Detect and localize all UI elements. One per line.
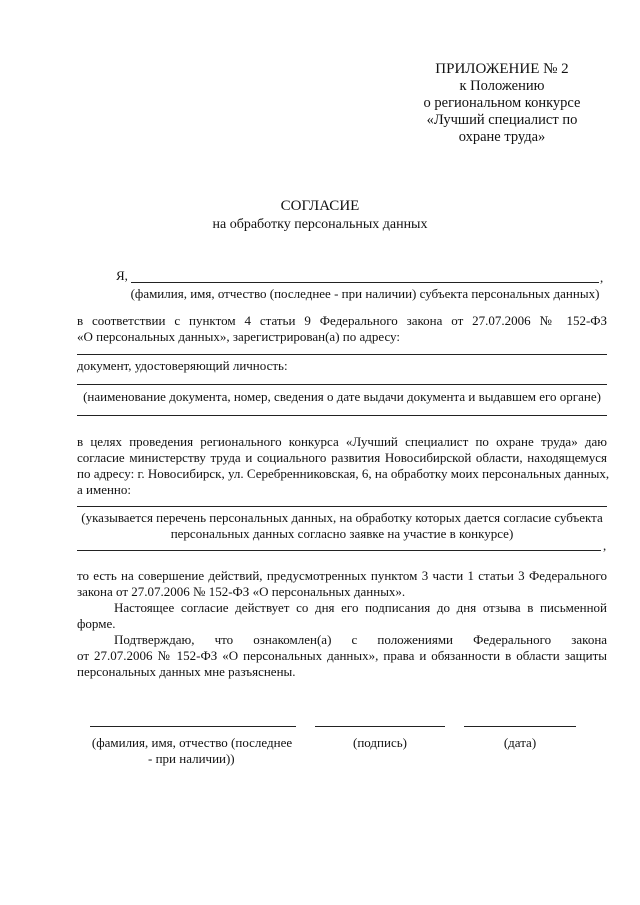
appendix-line: охране труда»	[458, 129, 546, 145]
subject-name-field[interactable]	[131, 282, 599, 283]
subject-caption: (фамилия, имя, отчество (последнее - при наличии) субъекта персональных данных)	[130, 286, 600, 301]
law-paragraph-line2: «О персональных данных», зарегистрирован(а) по адресу:	[77, 329, 400, 344]
identity-label: документ, удостоверяющий личность:	[77, 358, 288, 373]
confirm-line2: от 27.07.2006 № 152-ФЗ «О персональных данных», права и обязанности в области защиты	[77, 648, 607, 663]
signature-field[interactable]	[315, 726, 445, 727]
data-list-caption-line2: персональных данных согласно заявке на участие в конкурсе)	[170, 526, 514, 541]
purpose-line: по адресу: г. Новосибирск, ул. Серебренниковская, 6, на обработку моих персональных данных,	[77, 466, 610, 481]
signature-caption: (подпись)	[353, 735, 407, 750]
actions-line1: то есть на совершение действий, предусмотренных пунктом 3 части 1 статьи 3 Федерального	[77, 568, 607, 583]
data-list-field-2[interactable]	[77, 550, 601, 551]
address-field[interactable]	[77, 354, 607, 355]
appendix-header	[402, 61, 602, 146]
identity-caption: (наименование документа, номер, сведения о дате выдачи документа и выдавшем его органе)	[83, 389, 601, 404]
data-list-suffix: ,	[603, 538, 607, 553]
subject-suffix: ,	[600, 270, 604, 285]
document-title: СОГЛАСИЕ	[280, 198, 360, 214]
law-paragraph-line1: в соответствии с пунктом 4 статьи 9 Федерального закона от 27.07.2006 № 152-ФЗ	[77, 313, 608, 328]
identity-document-field[interactable]	[77, 384, 607, 385]
appendix-title: ПРИЛОЖЕНИЕ № 2	[435, 61, 569, 77]
appendix-line: о региональном конкурсе	[423, 95, 581, 111]
appendix-line: к Положению	[459, 78, 545, 94]
purpose-line: в целях проведения регионального конкурса «Лучший специалист по охране труда» даю	[77, 434, 607, 449]
confirm-line1: Подтверждаю, что ознакомлен(а) с положениями Федерального закона	[114, 632, 608, 647]
document-subtitle: на обработку персональных данных	[212, 217, 428, 232]
identity-document-field-2[interactable]	[77, 415, 607, 416]
confirm-line3: персональных данных мне разъяснены.	[77, 664, 296, 679]
actions-line2: закона от 27.07.2006 № 152-ФЗ «О персональных данных».	[77, 584, 406, 599]
date-caption: (дата)	[503, 735, 537, 750]
name-caption-line2: - при наличии))	[148, 751, 235, 766]
date-field[interactable]	[464, 726, 576, 727]
appendix-line: «Лучший специалист по	[426, 112, 578, 128]
data-list-caption-line1: (указывается перечень персональных данных, на обработку которых дается согласие субъекта	[81, 510, 603, 525]
name-caption-line1: (фамилия, имя, отчество (последнее	[91, 735, 293, 750]
purpose-last-line: а именно:	[77, 482, 131, 497]
validity-line1: Настоящее согласие действует со дня его подписания до дня отзыва в письменной	[114, 600, 607, 615]
subject-prefix: Я,	[116, 268, 128, 283]
data-list-field[interactable]	[77, 506, 607, 507]
validity-line2: форме.	[77, 616, 116, 631]
purpose-line: согласие министерству труда и социального развития Новосибирской области, находящемуся	[77, 450, 607, 465]
full-name-signature-field[interactable]	[90, 726, 296, 727]
